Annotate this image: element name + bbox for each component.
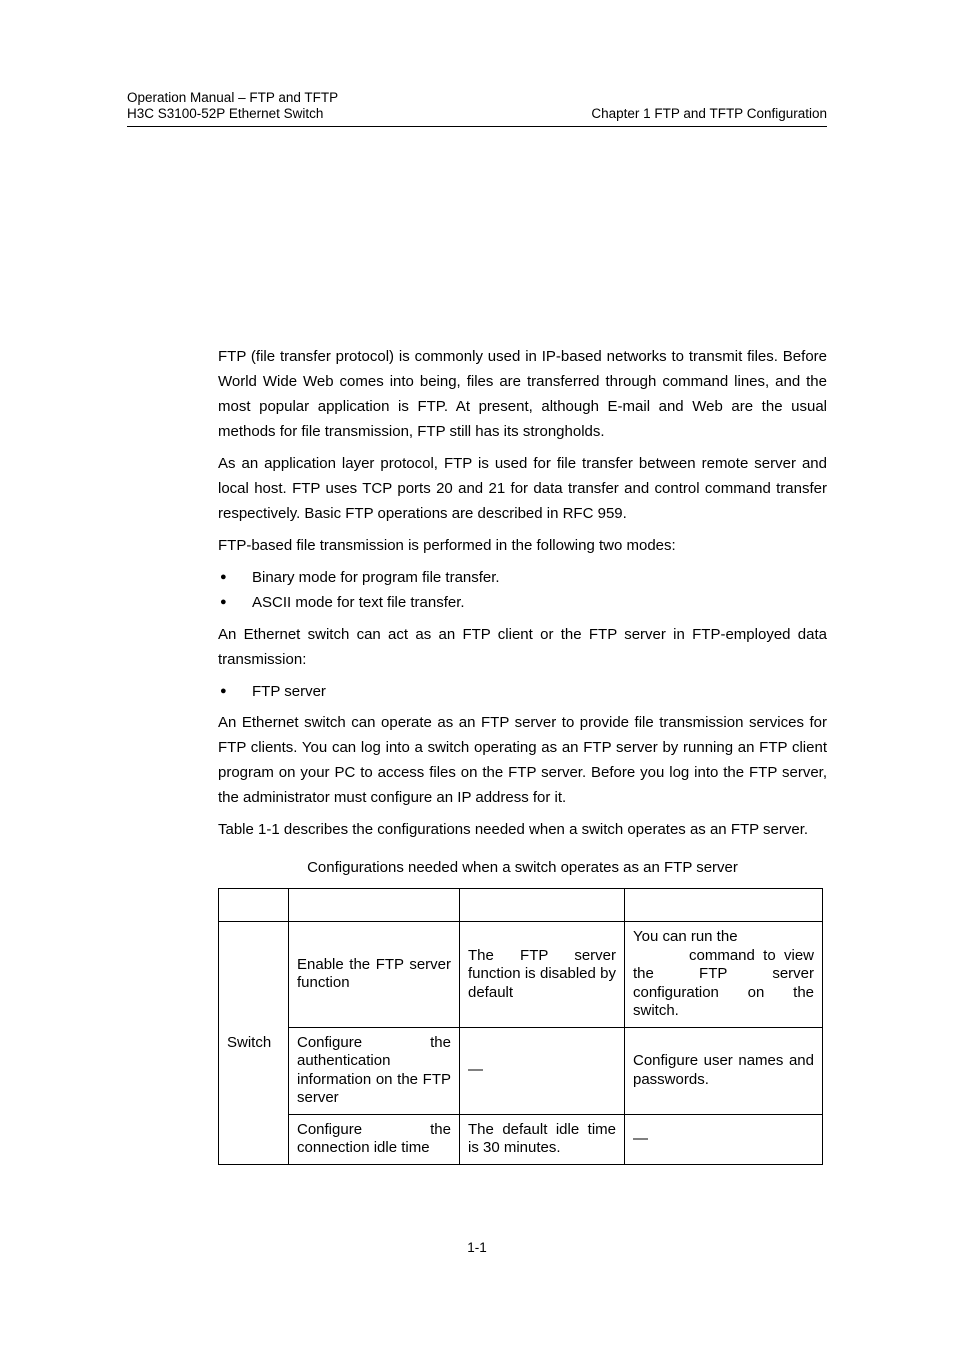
- device-cell: Switch: [219, 922, 289, 1165]
- default-cell: The default idle time is 30 minutes.: [460, 1114, 625, 1164]
- header-cell: [460, 889, 625, 922]
- paragraph-protocol: As an application layer protocol, FTP is used for file transfer between remote server and local host. FTP uses TCP ports 20 and 21 for data transfer and control command transfer respectively. Basic FTP operations are described in RFC 959.: [218, 455, 827, 522]
- table-header-row: [219, 889, 823, 922]
- paragraph-roles: An Ethernet switch can act as an FTP client or the FTP server in FTP-employed data transmission:: [218, 626, 827, 668]
- config-table: [218, 888, 823, 1165]
- bullet-icon: ●: [220, 685, 227, 697]
- bullet-icon: ●: [220, 596, 227, 608]
- table-row: [219, 1027, 823, 1114]
- bullet-icon: ●: [220, 571, 227, 583]
- default-cell: —: [460, 1027, 625, 1114]
- list-item: [218, 565, 827, 590]
- paragraph-table-ref: Table 1-1 describes the configurations needed when a switch operates as an FTP server.: [218, 821, 809, 838]
- header-cell: [289, 889, 460, 922]
- product-name: H3C S3100-52P Ethernet Switch: [127, 106, 324, 121]
- list-item: [218, 679, 827, 704]
- config-cell: Configure the connection idle time: [289, 1114, 460, 1164]
- list-item-text: ASCII mode for text file transfer.: [252, 594, 465, 611]
- manual-title: Operation Manual – FTP and TFTP: [127, 90, 339, 105]
- list-item-text: FTP server: [252, 683, 326, 700]
- paragraph-ftp-server: An Ethernet switch can operate as an FTP server to provide file transmission services for FTP clients. You can log into a switch operating as an FTP server by running an FTP client program on your PC to access files on the FTP server. Before you log into the FTP server, the administrator must configure an IP address for it.: [218, 714, 827, 806]
- config-cell: Configure the authentication information on the FTP server: [289, 1027, 460, 1114]
- paragraph-modes: FTP-based file transmission is performed in the following two modes:: [218, 537, 676, 554]
- chapter-title: Chapter 1 FTP and TFTP Configuration: [591, 106, 827, 121]
- header-cell: [219, 889, 289, 922]
- remark-text: command to view the FTP server configuration on the switch.: [633, 946, 814, 1019]
- paragraph-intro: FTP (file transfer protocol) is commonly used in IP-based networks to transmit files. Before World Wide Web comes into being, files are transferred through command lines, and the most popular application is FTP. At present, although E-mail and Web are the usual methods for file transmission, FTP still has its strongholds.: [218, 348, 827, 440]
- table-caption: Configurations needed when a switch operates as an FTP server: [307, 859, 738, 876]
- page-number: 1-1: [467, 1240, 487, 1255]
- remark-cell: —: [625, 1114, 823, 1164]
- list-item-text: Binary mode for program file transfer.: [252, 569, 500, 586]
- header-cell: [625, 889, 823, 922]
- table-row: [219, 922, 823, 1028]
- body-content: [218, 344, 827, 1165]
- page-header: [127, 90, 827, 127]
- list-item: [218, 590, 827, 615]
- remark-cell: [625, 922, 823, 1028]
- config-cell: Enable the FTP server function: [289, 922, 460, 1028]
- remark-text: You can run the: [633, 928, 738, 945]
- table-row: [219, 1114, 823, 1164]
- header-left: [127, 90, 338, 122]
- default-cell: The FTP server function is disabled by default: [460, 922, 625, 1028]
- remark-cell: Configure user names and passwords.: [625, 1027, 823, 1114]
